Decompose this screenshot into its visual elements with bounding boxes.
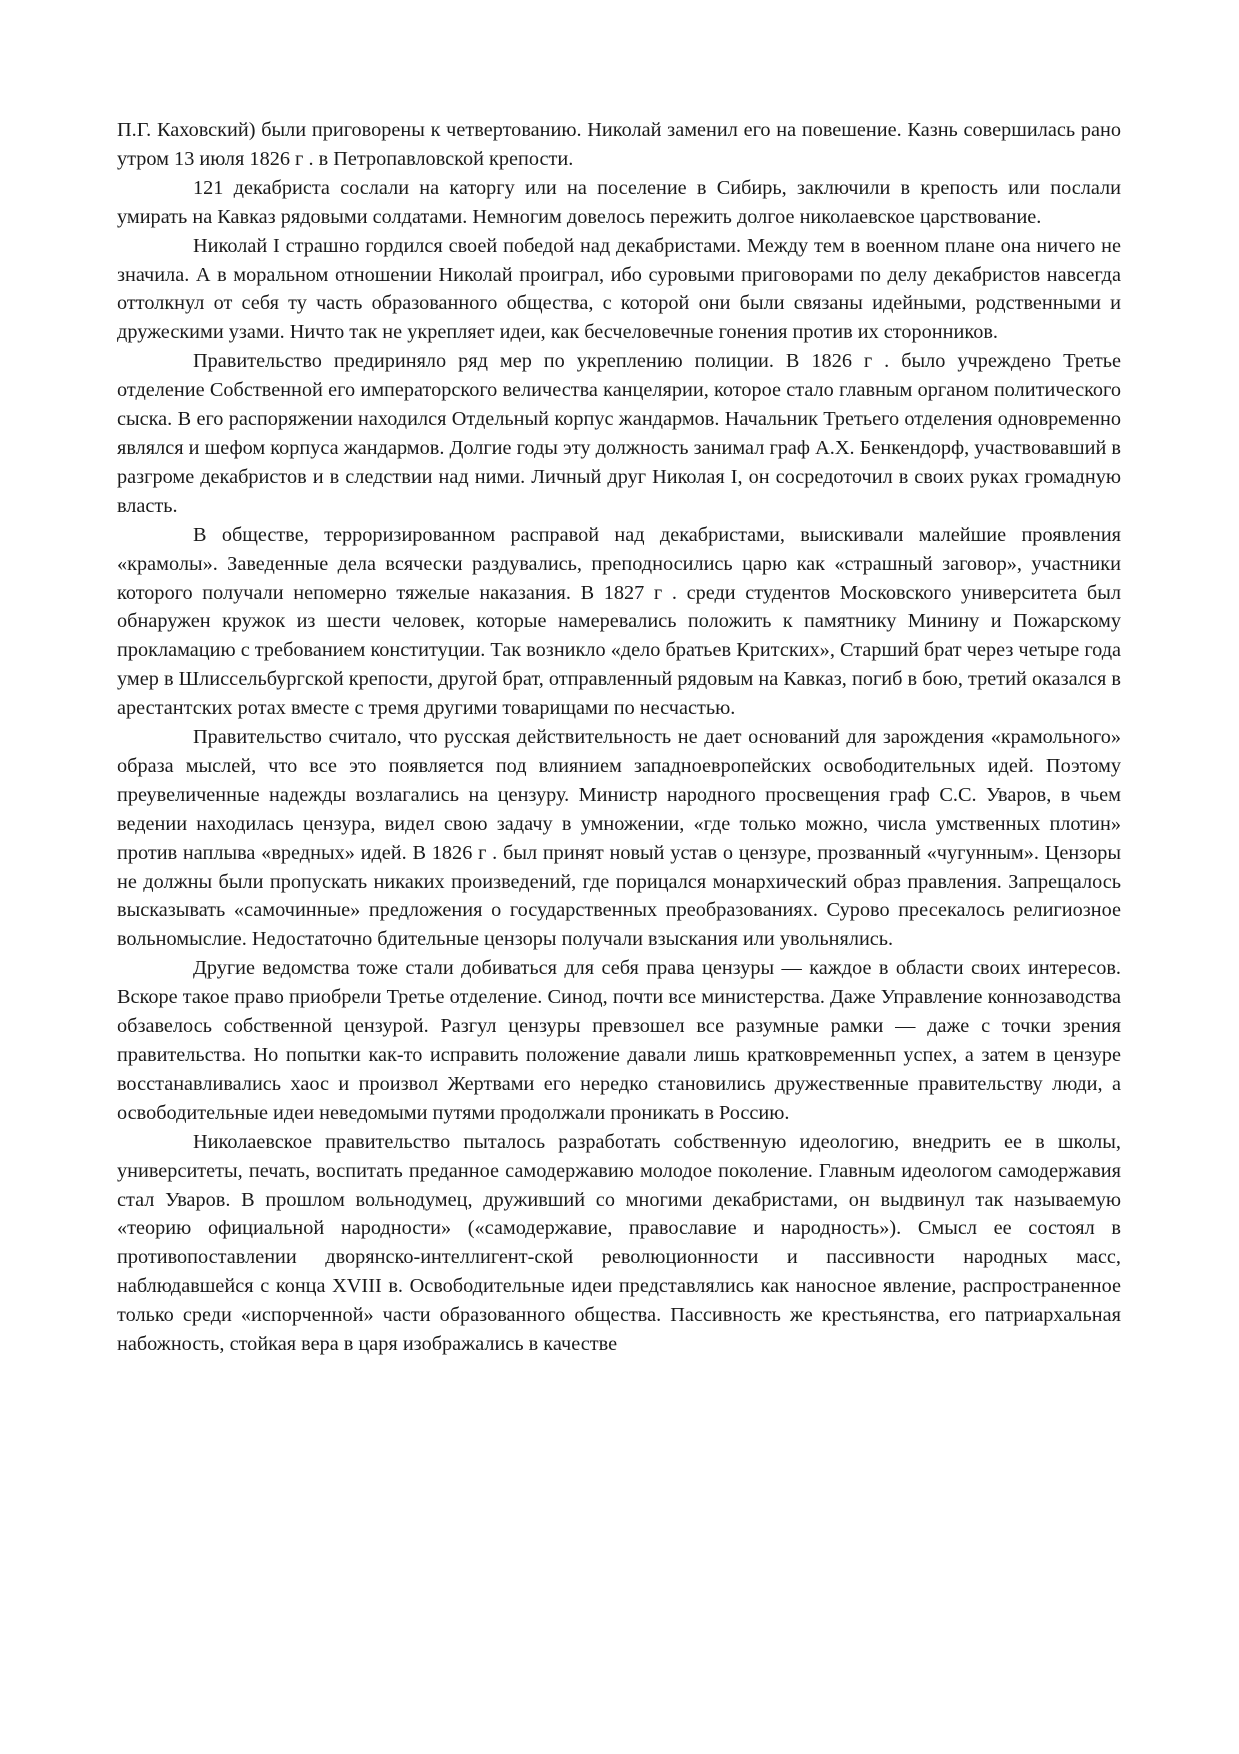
paragraph-5: В обществе, терроризированном расправой над декабристами, выискивали малейшие проявления «крамолы». Заведенные дела всячески раздувались, преподносились царю как «страшный заговор», участники которого получали непомерно тяжелые наказания. В 1827 г . среди студентов Московского университета был обнаружен кружок из шести человек, которые намеревались положить к памятнику Минину и Пожарскому прокламацию с требованием конституции. Так возникло «дело братьев Критских», Старший брат через четыре года умер в Шлиссельбургской крепости, другой брат, отправленный рядовым на Кавказ, погиб в бою, третий оказался в арестантских ротах вместе с тремя другими товарищами по несчастью. [117,523,1121,720]
paragraph-4: Правительство предириняло ряд мер по укреплению полиции. В 1826 г . было учреждено Третье отделение Собственной его императорского величества канцелярии, которое стало главным органом политического сыска. В его распоряжении находился Отдельный корпус жандармов. Начальник Третьего отделения одновременно являлся и шефом корпуса жандармов. Долгие годы эту должность занимал граф А.Х. Бенкендорф, участвовавший в разгроме декабристов и в следствии над ними. Личный друг Николая I, он сосредоточил в своих руках громадную власть. [117,350,1121,517]
paragraph-1: П.Г. Каховский) были приговорены к четвертованию. Николай заменил его на повешение. Казнь совершилась рано утром 13 июля 1826 г . в Петропавловской крепости. [117,119,1121,170]
paragraph-7: Другие ведомства тоже стали добиваться для себя права цензуры — каждое в области своих интересов. Вскоре такое право приобрели Третье отделение. Синод, почти все министерства. Даже Управление коннозаводства обзавелось собственной цензурой. Разгул цензуры превзошел все разумные рамки — даже с точки зрения правительства. Но попытки как-то исправить положение давали лишь кратковременньп успех, а затем в цензуре восстанавливались хаос и произвол Жертвами его нередко становились дружественные правительству люди, а освободительные идеи неведомыми путями продолжали проникать в Россию. [117,957,1121,1124]
paragraph-3: Николай I страшно гордился своей победой над декабристами. Между тем в военном плане она ничего не значила. А в моральном отношении Николай проиграл, ибо суровыми приговорами по делу декабристов навсегда оттолкнул от себя ту часть образованного общества, с которой они были связаны идейными, родственными и дружескими узами. Ничто так не укрепляет идеи, как бесчеловечные гонения против их сторонников. [117,234,1121,344]
paragraph-8: Николаевское правительство пыталось разработать собственную идеологию, внедрить ее в школы, университеты, печать, воспитать преданное самодержавию молодое поколение. Главным идеологом самодержавия стал Уваров. В прошлом вольнодумец, друживший со многими декабристами, он выдвинул так называемую «теорию официальной народности» («самодержавие, православие и народность»). Смысл ее состоял в противопоставлении дворянско-интеллигент-ской революционности и пассивности народных масс, наблюдавшейся с конца XVIII в. Освободительные идеи представлялись как наносное явление, распространенное только среди «испорченной» части образованного общества. Пассивность же крестьянства, его патриархальная набожность, стойкая вера в царя изображались в качестве [117,1130,1121,1356]
paragraph-2: 121 декабриста сослали на каторгу или на поселение в Сибирь, заключили в крепость или послали умирать на Кавказ рядовыми солдатами. Немногим довелось пережить долгое николаевское царствование. [117,176,1121,228]
document-page [117,116,1121,1716]
paragraph-6: Правительство считало, что русская действительность не дает оснований для зарождения «крамольного» образа мыслей, что все это появляется под влиянием западноевропейских освободительных идей. Поэтому преувеличенные надежды возлагались на цензуру. Министр народного просвещения граф С.С. Уваров, в чьем ведении находилась цензура, видел свою задачу в умножении, «где только можно, числа умственных плотин» против наплыва «вредных» идей. В 1826 г . был принят новый устав о цензуре, прозванный «чугунным». Цензоры не должны были пропускать никаких произведений, где порицался монархический образ правления. Запрещалось высказывать «самочинные» предложения о государственных преобразованиях. Сурово пресекалось религиозное вольномыслие. Недостаточно бдительные цензоры получали взыскания или увольнялись. [117,726,1121,951]
